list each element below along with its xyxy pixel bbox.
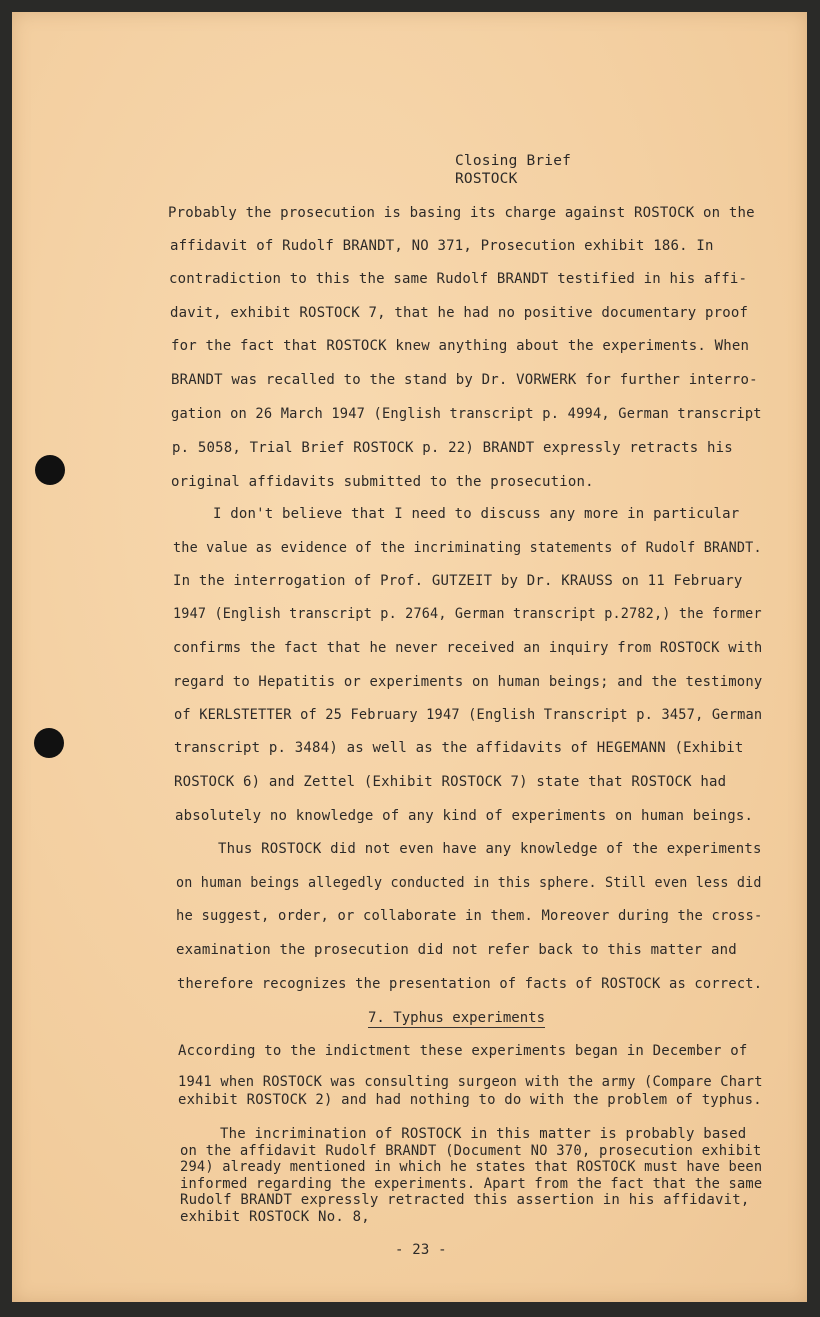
- text-line: exhibit ROSTOCK 2) and had nothing to do with the problem of typhus.: [178, 1092, 762, 1108]
- brief-title: Closing Brief: [455, 153, 572, 169]
- text-line: I don't believe that I need to discuss any more in particular: [213, 506, 740, 522]
- text-line: he suggest, order, or collaborate in them. Moreover during the cross-: [176, 908, 763, 924]
- text-line: on the affidavit Rudolf BRANDT (Document NO 370, prosecution exhibit: [180, 1143, 762, 1159]
- page-number: - 23 -: [395, 1242, 447, 1258]
- text-line: According to the indictment these experiments began in December of: [178, 1043, 748, 1059]
- brief-subtitle: ROSTOCK: [455, 171, 518, 187]
- text-line: p. 5058, Trial Brief ROSTOCK p. 22) BRANDT expressly retracts his: [172, 440, 733, 456]
- text-line: of KERLSTETTER of 25 February 1947 (English Transcript p. 3457, German: [174, 707, 763, 723]
- text-line: In the interrogation of Prof. GUTZEIT by Dr. KRAUSS on 11 February: [173, 573, 743, 589]
- text-line: Rudolf BRANDT expressly retracted this assertion in his affidavit,: [180, 1192, 750, 1208]
- text-line: confirms the fact that he never received an inquiry from ROSTOCK with: [173, 640, 763, 656]
- text-line: ROSTOCK 6) and Zettel (Exhibit ROSTOCK 7) state that ROSTOCK had: [174, 774, 727, 790]
- text-line: The incrimination of ROSTOCK in this matter is probably based: [220, 1126, 747, 1142]
- text-line: examination the prosecution did not refer back to this matter and: [176, 942, 737, 958]
- text-line: absolutely no knowledge of any kind of experiments on human beings.: [175, 808, 754, 824]
- text-line: therefore recognizes the presentation of facts of ROSTOCK as correct.: [177, 976, 763, 992]
- punch-hole: [35, 455, 65, 485]
- text-line: affidavit of Rudolf BRANDT, NO 371, Prosecution exhibit 186. In: [170, 238, 714, 254]
- punch-hole: [34, 728, 64, 758]
- text-line: gation on 26 March 1947 (English transcript p. 4994, German transcript: [171, 406, 762, 422]
- text-line: Probably the prosecution is basing its charge against ROSTOCK on the: [168, 205, 755, 221]
- text-line: for the fact that ROSTOCK knew anything about the experiments. When: [171, 338, 750, 354]
- text-line: davit, exhibit ROSTOCK 7, that he had no positive documentary proof: [170, 305, 749, 321]
- text-line: 1941 when ROSTOCK was consulting surgeon with the army (Compare Chart: [178, 1074, 763, 1090]
- text-line: original affidavits submitted to the prosecution.: [171, 474, 594, 490]
- text-line: the value as evidence of the incriminating statements of Rudolf BRANDT.: [173, 540, 762, 556]
- text-line: informed regarding the experiments. Apart from the fact that the same: [180, 1176, 763, 1192]
- text-line: regard to Hepatitis or experiments on human beings; and the testimony: [173, 674, 763, 690]
- text-line: on human beings allegedly conducted in this sphere. Still even less did: [176, 875, 762, 891]
- text-line: 1947 (English transcript p. 2764, German transcript p.2782,) the former: [173, 606, 762, 622]
- text-line: contradiction to this the same Rudolf BRANDT testified in his affi-: [169, 271, 748, 287]
- text-line: 294) already mentioned in which he states that ROSTOCK must have been: [180, 1159, 763, 1175]
- text-line: BRANDT was recalled to the stand by Dr. VORWERK for further interro-: [171, 372, 758, 388]
- text-line: exhibit ROSTOCK No. 8,: [180, 1209, 370, 1225]
- text-line: transcript p. 3484) as well as the affidavits of HEGEMANN (Exhibit: [174, 740, 744, 756]
- text-line: Thus ROSTOCK did not even have any knowledge of the experiments: [218, 841, 762, 857]
- section-heading-typhus: 7. Typhus experiments: [368, 1010, 546, 1026]
